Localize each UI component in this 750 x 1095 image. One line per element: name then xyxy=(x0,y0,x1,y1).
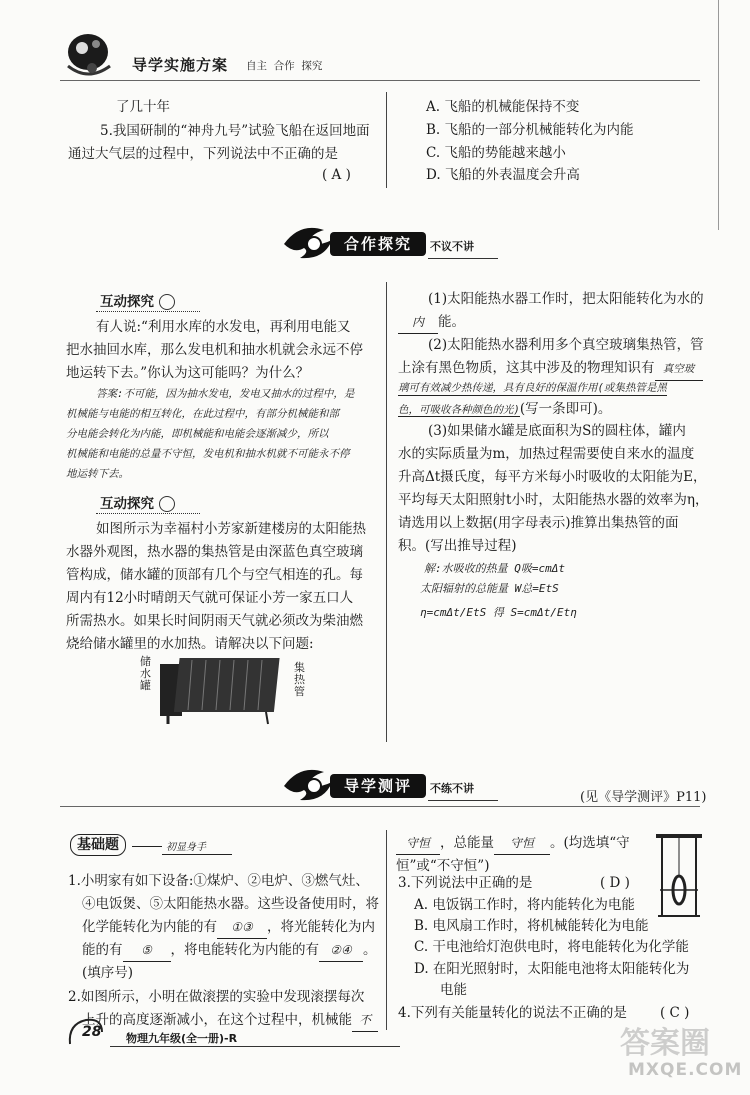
header-subtitle: 自主 合作 探究 xyxy=(246,60,323,72)
p3-line6: 积。(写出推导过程) xyxy=(398,538,517,554)
q3-option-a: A. 电饭锅工作时，将内能转化为电能 xyxy=(414,897,635,913)
q3-option-b: B. 电风扇工作时，将机械能转化为电能 xyxy=(414,918,649,934)
q1-prefix: 化学能转化为内能的有 xyxy=(82,919,217,935)
explore2-line5: 所需热水。如果长时间阴雨天气就必须改为柴油燃 xyxy=(66,613,363,629)
q3-option-c: C. 干电池给灯泡供电时，将电能转化为化学能 xyxy=(414,939,689,955)
section-subtitle: 不练不讲 xyxy=(430,782,474,795)
q2-answer-2: 守恒 xyxy=(494,832,550,855)
explore1-line2: 把水抽回水库，那么发电机和抽水机就会永远不停 xyxy=(66,342,363,358)
q1-line4 xyxy=(82,939,377,962)
p2-prefix: 上涂有黑色物质，这其中涉及的物理知识有 xyxy=(398,360,655,376)
section-rule xyxy=(60,806,700,807)
explore-badge-icon xyxy=(159,294,175,310)
explore2-line1: 如图所示为幸福村小芳家新建楼房的太阳能热 xyxy=(96,521,366,537)
explore-badge-icon xyxy=(159,496,175,512)
q5-line2: 通过大气层的过程中，下列说法中不正确的是 xyxy=(68,146,338,162)
p3-line3: 升高Δt摄氏度，每平方米每小时吸收的太阳能为E， xyxy=(398,469,707,485)
basic-label-box xyxy=(70,834,230,858)
watermark-site: MXQE.COM xyxy=(628,1060,743,1080)
q2-cont-line1 xyxy=(396,832,630,855)
q1-prefix2: 能的有 xyxy=(82,942,123,958)
explore2-line6: 烧给储水罐里的水加热。请解决以下问题: xyxy=(66,636,314,652)
p1-line1: (1)太阳能热水器工作时，把太阳能转化为水的 xyxy=(428,291,704,307)
p3-line4: 平均每天太阳照射t小时，太阳能热水器的效率为η， xyxy=(398,492,709,508)
column-divider-mid xyxy=(386,282,387,742)
p3-line5: 请选用以上数据(用字母表示)推算出集热管的面 xyxy=(398,515,679,531)
explore1-line1: 有人说:“利用水库的水发电，再利用电能又 xyxy=(96,319,351,335)
q1-answer-3: ②④ xyxy=(319,939,363,962)
q2-tail: 。(均选填“守 xyxy=(550,835,630,851)
q5-option-d: D. 飞船的外表温度会升高 xyxy=(426,167,580,183)
book-title: 物理九年级(全一册)-R xyxy=(126,1032,238,1045)
basic-sublabel: 初显身手 xyxy=(166,842,206,853)
section-banner-cooperate xyxy=(280,228,510,262)
q2-mid: ，总能量 xyxy=(440,835,494,851)
q3-answer: ( D ) xyxy=(600,875,630,891)
q3-stem: 3.下列说法中正确的是 xyxy=(398,875,533,891)
p2-line4 xyxy=(398,398,611,420)
q1-line5: (填序号) xyxy=(82,965,134,981)
q3-option-d: D. 在阳光照射时，太阳能电池将太阳能转化为 xyxy=(414,961,690,977)
q1-end: 。 xyxy=(363,942,377,958)
p2-answer-1: 真空玻 xyxy=(655,358,703,381)
top-right-edge xyxy=(718,0,719,230)
p2-line1: (2)太阳能热水器利用多个真空玻璃集热管，管 xyxy=(428,337,704,353)
solution-line2: 太阳辐射的总能量 W总=EtS xyxy=(420,582,559,595)
p1-line2 xyxy=(398,311,465,334)
page-number-swirl-icon xyxy=(66,1016,106,1050)
explore2-line2: 水器外观图，热水器的集热管是由深蓝色真空玻璃 xyxy=(66,544,363,560)
watermark-brand: 答案圈 xyxy=(620,1026,710,1061)
page-number: 28 xyxy=(82,1024,102,1040)
q1-mid: ，将光能转化为内 xyxy=(267,919,375,935)
q2-line2 xyxy=(82,1009,378,1032)
q1-answer-2: ⑤ xyxy=(123,939,171,962)
explore-label-2 xyxy=(100,492,175,512)
q1-line3 xyxy=(82,916,375,939)
column-divider-bottom xyxy=(386,830,387,1030)
q1-answer-1: ①③ xyxy=(217,916,267,939)
column-divider-top xyxy=(386,92,387,188)
solar-heater-figure xyxy=(140,654,310,726)
p3-line2: 水的实际质量为m，加热过程需要使自来水的温度 xyxy=(398,446,695,462)
p2-line2 xyxy=(398,357,703,381)
p2-answer-3: 色，可吸收各种颜色的光) xyxy=(398,404,520,416)
header-rule xyxy=(60,80,700,81)
explore-label-1 xyxy=(100,290,175,310)
label-collector-tube: 集热管 xyxy=(294,661,305,698)
q5-option-b: B. 飞船的一部分机械能转化为内能 xyxy=(426,122,634,138)
solution-line3: η=cmΔt/EtS 得 S=cmΔt/Etη xyxy=(420,606,577,619)
q2-answer-1a: 不 xyxy=(352,1009,378,1032)
q5-line1: 5.我国研制的“神舟九号”试验飞船在返回地面 xyxy=(100,123,370,139)
solar-heater-icon xyxy=(156,654,292,726)
explore1-answer-4: 机械能和电能的总量不守恒，发电机和抽水机就不可能永不停 xyxy=(66,448,350,460)
explore1-line3: 地运转下去。”你认为这可能吗？为什么？ xyxy=(66,365,310,381)
basic-label: 基础题 xyxy=(70,834,126,856)
q5-option-a: A. 飞船的机械能保持不变 xyxy=(426,99,580,115)
p1-after: 能。 xyxy=(438,314,465,330)
logo-icon xyxy=(62,30,118,80)
pendulum-wheel-figure xyxy=(654,832,704,918)
line-continued: 了几十年 xyxy=(116,99,170,115)
q2-answer-1b: 守恒 xyxy=(396,832,440,855)
section-reference: (见《导学测评》P11) xyxy=(580,790,707,805)
p2-answer-2: 璃可有效减少热传递，具有良好的保温作用(或集热管是黑 xyxy=(398,382,667,394)
header-title: 导学实施方案 xyxy=(132,56,229,74)
p2-tail: (写一条即可)。 xyxy=(519,401,612,417)
q4-stem: 4.下列有关能量转化的说法不正确的是 xyxy=(398,1005,627,1021)
q2-line1: 2.如图所示，小明在做滚摆的实验中发现滚摆每次 xyxy=(68,989,365,1005)
explore1-answer-3: 分电能会转化为内能，即机械能和电能会逐渐减少，所以 xyxy=(66,428,329,440)
header-logo xyxy=(62,30,118,80)
q5-option-c: C. 飞船的势能越来越小 xyxy=(426,145,566,161)
footer-rule xyxy=(110,1046,400,1047)
p3-line1: (3)如果储水罐是底面积为S的圆柱体，罐内 xyxy=(428,423,686,439)
explore1-answer-5: 地运转下去。 xyxy=(66,468,129,480)
q1-mid2: ，将电能转化为内能的有 xyxy=(170,942,319,958)
q1-line1: 1.小明家有如下设备:①煤炉、②电炉、③燃气灶、 xyxy=(68,873,369,889)
q3-option-d-cont: 电能 xyxy=(440,982,467,998)
section-title: 导学测评 xyxy=(330,774,426,798)
section-banner-test xyxy=(280,770,510,804)
explore1-answer-2: 机械能与电能的相互转化，在此过程中，有部分机械能和部 xyxy=(66,408,339,420)
explore-label-text: 互动探究 xyxy=(100,496,154,512)
q2-cont-line2: 恒”或“不守恒”) xyxy=(396,858,490,874)
section-title: 合作探究 xyxy=(330,232,426,256)
explore-label-text: 互动探究 xyxy=(100,294,154,310)
explore2-line4: 周内有12小时晴朗天气就可保证小芳一家五口人 xyxy=(66,590,354,606)
label-storage-tank: 储水罐 xyxy=(140,655,151,692)
section-subtitle: 不议不讲 xyxy=(430,240,474,253)
q5-answer: ( A ) xyxy=(322,167,351,183)
q4-answer: ( C ) xyxy=(660,1005,690,1021)
explore1-answer-1: 答案:不可能，因为抽水发电，发电又抽水的过程中，是 xyxy=(96,388,355,400)
p1-answer: 内 xyxy=(398,311,438,334)
q2-prefix: 上升的高度逐渐减小，在这个过程中，机械能 xyxy=(82,1012,352,1028)
solution-line1: 解:水吸收的热量 Q吸=cmΔt xyxy=(424,562,565,575)
explore2-line3: 管构成，储水罐的顶部有几个与空气相连的孔。每 xyxy=(66,567,363,583)
q1-line2: ④电饭煲、⑤太阳能热水器。这些设备使用时，将 xyxy=(82,896,379,912)
